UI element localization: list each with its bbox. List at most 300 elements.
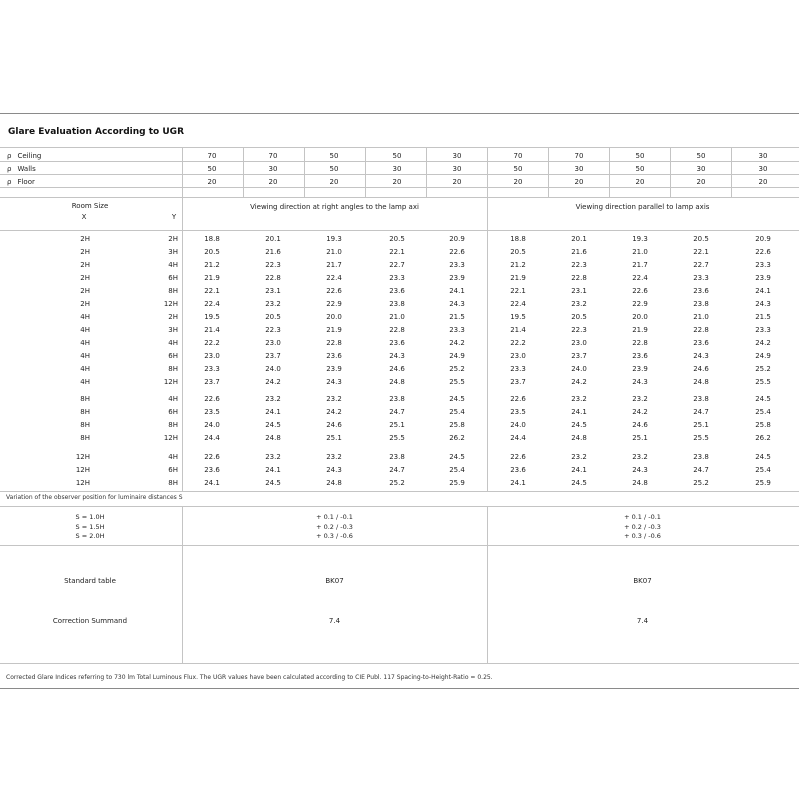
table-rule	[0, 663, 799, 664]
room-x: 4H	[80, 313, 90, 321]
ugr-value: 26.2	[449, 433, 465, 442]
reflectance-value: 50	[329, 152, 339, 160]
variation-perpendicular: + 0.1 / -0.1	[316, 513, 353, 521]
ugr-value: 20.1	[265, 235, 281, 243]
ugr-value: 21.0	[389, 313, 405, 321]
ugr-value: 24.1	[755, 286, 771, 295]
ugr-value: 23.1	[265, 286, 281, 295]
ugr-value: 25.4	[449, 465, 465, 474]
ugr-value: 22.6	[326, 286, 342, 295]
ugr-value: 24.1	[449, 286, 465, 295]
column-divider	[182, 147, 183, 491]
reflectance-name: Floor	[17, 178, 35, 186]
ugr-value: 24.3	[693, 351, 709, 360]
ugr-value: 23.0	[204, 351, 220, 360]
reflectance-value: 20	[329, 178, 339, 186]
ugr-value: 24.6	[693, 364, 709, 373]
ugr-value: 24.5	[265, 420, 281, 429]
ugr-value: 19.3	[326, 235, 342, 243]
room-x: 2H	[80, 260, 90, 269]
reflectance-value: 30	[268, 165, 278, 173]
ugr-value: 25.5	[755, 377, 771, 386]
room-x: 4H	[80, 338, 90, 347]
ugr-value: 24.8	[389, 377, 405, 386]
ugr-value: 23.7	[265, 351, 281, 360]
ugr-value: 25.4	[449, 407, 465, 416]
ugr-value: 24.5	[265, 478, 281, 487]
ugr-value: 25.5	[389, 433, 405, 442]
ugr-value: 22.4	[510, 299, 526, 308]
ugr-value: 25.1	[693, 420, 709, 429]
ugr-value: 24.0	[510, 420, 526, 429]
reflectance-value: 50	[696, 152, 706, 160]
glare-evaluation-sheet	[0, 113, 799, 689]
ugr-value: 20.9	[755, 235, 771, 243]
reflectance-label	[7, 177, 35, 187]
ugr-value: 24.1	[571, 465, 587, 474]
ugr-value: 25.9	[755, 478, 771, 487]
ugr-value: 19.5	[510, 313, 526, 321]
ugr-value: 23.3	[693, 273, 709, 282]
ugr-value: 24.8	[632, 478, 648, 487]
ugr-value: 20.5	[510, 247, 526, 256]
ugr-value: 22.7	[389, 260, 405, 269]
reflectance-value: 20	[452, 178, 462, 186]
ugr-value: 25.8	[755, 420, 771, 429]
column-divider	[365, 147, 366, 197]
ugr-value: 19.5	[204, 313, 220, 321]
ugr-value: 24.7	[389, 407, 405, 416]
ugr-value: 24.2	[326, 407, 342, 416]
room-x: 2H	[80, 286, 90, 295]
reflectance-value: 50	[207, 165, 217, 173]
ugr-value: 20.5	[265, 313, 281, 321]
variation-perpendicular: + 0.3 / -0.6	[316, 532, 353, 540]
parallel-direction-header: Viewing direction parallel to lamp axis	[575, 203, 710, 211]
ugr-value: 22.6	[204, 453, 220, 461]
ugr-value: 23.9	[755, 273, 771, 282]
table-rule	[0, 147, 799, 148]
correction-summand-perpendicular: 7.4	[328, 617, 341, 625]
reflectance-value: 70	[513, 152, 523, 160]
ugr-value: 21.0	[632, 247, 648, 256]
ugr-value: 22.9	[632, 299, 648, 308]
ugr-value: 22.9	[326, 299, 342, 308]
table-rule	[0, 545, 799, 546]
room-y: 12H	[163, 433, 178, 442]
reflectance-value: 20	[574, 178, 584, 186]
room-x: 2H	[80, 235, 90, 243]
ugr-value: 25.2	[449, 364, 465, 373]
spacing-label: S = 1.0H	[75, 513, 105, 521]
room-y: 4H	[168, 395, 178, 403]
ugr-value: 20.5	[693, 235, 709, 243]
reflectance-value: 50	[392, 152, 402, 160]
ugr-value: 21.7	[326, 260, 342, 269]
reflectance-value: 70	[207, 152, 217, 160]
ugr-value: 21.9	[326, 325, 342, 334]
room-y: 12H	[163, 377, 178, 386]
footnote: Corrected Glare Indices referring to 730 lm Total Luminous Flux. The UGR values have been calculated according to CIE Publ. 117 Spacing-to-Height-Ratio = 0.25.	[6, 674, 493, 681]
ugr-value: 25.1	[632, 433, 648, 442]
variation-caption: Variation of the observer position for luminaire distances S	[6, 494, 183, 501]
ugr-value: 22.1	[389, 247, 405, 256]
ugr-value: 24.1	[571, 407, 587, 416]
correction-summand-parallel: 7.4	[636, 617, 649, 625]
ugr-value: 23.7	[510, 377, 526, 386]
reflectance-value: 70	[574, 152, 584, 160]
room-x: 8H	[80, 407, 90, 416]
ugr-value: 24.9	[449, 351, 465, 360]
ugr-value: 20.0	[632, 313, 648, 321]
reflectance-value: 20	[758, 178, 768, 186]
room-x: 12H	[75, 465, 90, 474]
ugr-value: 25.2	[755, 364, 771, 373]
page-title: Glare Evaluation According to UGR	[8, 127, 184, 137]
ugr-value: 25.5	[693, 433, 709, 442]
ugr-value: 23.2	[571, 299, 587, 308]
ugr-value: 24.1	[510, 478, 526, 487]
ugr-value: 23.2	[571, 453, 587, 461]
ugr-value: 24.3	[632, 377, 648, 386]
ugr-value: 23.6	[389, 338, 405, 347]
ugr-value: 23.3	[449, 260, 465, 269]
reflectance-value: 70	[268, 152, 278, 160]
table-rule	[0, 187, 799, 188]
ugr-value: 26.2	[755, 433, 771, 442]
ugr-value: 25.1	[389, 420, 405, 429]
reflectance-value: 50	[635, 152, 645, 160]
room-x: 12H	[75, 478, 90, 487]
reflectance-label	[7, 151, 41, 161]
ugr-value: 23.9	[326, 364, 342, 373]
table-rule	[0, 161, 799, 162]
ugr-value: 23.6	[693, 286, 709, 295]
reflectance-value: 30	[758, 165, 768, 173]
ugr-value: 21.9	[204, 273, 220, 282]
ugr-value: 24.0	[571, 364, 587, 373]
ugr-value: 23.5	[204, 407, 220, 416]
reflectance-value: 30	[574, 165, 584, 173]
ugr-value: 23.2	[571, 395, 587, 403]
ugr-value: 24.3	[632, 465, 648, 474]
reflectance-value: 30	[758, 152, 768, 160]
ugr-value: 23.7	[571, 351, 587, 360]
room-x: 4H	[80, 364, 90, 373]
ugr-value: 23.2	[326, 453, 342, 461]
ugr-value: 23.2	[265, 453, 281, 461]
ugr-value: 23.8	[389, 453, 405, 461]
room-x: 8H	[80, 433, 90, 442]
ugr-value: 23.2	[265, 395, 281, 403]
room-x: 2H	[80, 247, 90, 256]
ugr-value: 22.1	[510, 286, 526, 295]
ugr-value: 25.2	[389, 478, 405, 487]
ugr-value: 22.2	[510, 338, 526, 347]
ugr-value: 21.6	[571, 247, 587, 256]
ugr-value: 24.2	[449, 338, 465, 347]
reflectance-value: 20	[696, 178, 706, 186]
ugr-value: 24.5	[571, 478, 587, 487]
ugr-value: 23.2	[265, 299, 281, 308]
ugr-value: 25.5	[449, 377, 465, 386]
room-size-x-label: X	[81, 213, 87, 221]
ugr-value: 24.2	[265, 377, 281, 386]
ugr-value: 24.0	[265, 364, 281, 373]
ugr-value: 24.1	[265, 465, 281, 474]
ugr-value: 23.3	[510, 364, 526, 373]
ugr-value: 24.3	[755, 299, 771, 308]
ugr-value: 23.8	[389, 299, 405, 308]
reflectance-value: 30	[452, 165, 462, 173]
ugr-value: 23.0	[510, 351, 526, 360]
room-y: 8H	[168, 478, 178, 487]
ugr-value: 24.3	[326, 465, 342, 474]
reflectance-name: Ceiling	[17, 152, 42, 160]
reflectance-value: 50	[513, 165, 523, 173]
room-y: 4H	[168, 338, 178, 347]
ugr-value: 22.3	[571, 325, 587, 334]
ugr-value: 21.6	[265, 247, 281, 256]
ugr-value: 23.0	[571, 338, 587, 347]
ugr-value: 23.8	[693, 453, 709, 461]
ugr-value: 24.5	[449, 395, 465, 403]
ugr-value: 23.2	[326, 395, 342, 403]
room-x: 12H	[75, 453, 90, 461]
ugr-value: 23.6	[389, 286, 405, 295]
ugr-value: 23.5	[510, 407, 526, 416]
ugr-value: 23.2	[632, 395, 648, 403]
ugr-value: 22.8	[389, 325, 405, 334]
ugr-value: 22.8	[632, 338, 648, 347]
ugr-value: 22.4	[326, 273, 342, 282]
reflectance-value: 30	[452, 152, 462, 160]
ugr-value: 24.8	[265, 433, 281, 442]
room-y: 6H	[168, 351, 178, 360]
rho-symbol: ρ	[7, 152, 12, 160]
variation-perpendicular: + 0.2 / -0.3	[316, 522, 353, 531]
ugr-value: 25.4	[755, 407, 771, 416]
room-y: 4H	[168, 453, 178, 461]
correction-summand-label: Correction Summand	[52, 617, 128, 625]
room-y: 6H	[168, 273, 178, 282]
room-x: 2H	[80, 273, 90, 282]
column-divider	[487, 197, 488, 491]
table-rule	[0, 230, 799, 231]
standard-table-parallel: BK07	[633, 577, 652, 585]
ugr-value: 23.6	[632, 351, 648, 360]
ugr-value: 24.2	[632, 407, 648, 416]
table-rule	[0, 197, 799, 198]
ugr-value: 23.9	[449, 273, 465, 282]
ugr-value: 21.2	[204, 260, 220, 269]
room-y: 6H	[168, 465, 178, 474]
ugr-value: 22.8	[326, 338, 342, 347]
ugr-value: 22.1	[204, 286, 220, 295]
ugr-value: 24.6	[389, 364, 405, 373]
ugr-value: 22.8	[265, 273, 281, 282]
ugr-value: 20.9	[449, 235, 465, 243]
ugr-value: 21.5	[449, 313, 465, 321]
ugr-value: 25.2	[693, 478, 709, 487]
ugr-value: 21.9	[510, 273, 526, 282]
room-y: 6H	[168, 407, 178, 416]
reflectance-value: 20	[392, 178, 402, 186]
ugr-value: 22.2	[204, 338, 220, 347]
standard-table-label: Standard table	[64, 577, 116, 585]
rho-symbol: ρ	[7, 178, 12, 186]
spacing-label: S = 2.0H	[75, 532, 105, 540]
ugr-value: 23.1	[571, 286, 587, 295]
ugr-value: 21.5	[755, 313, 771, 321]
ugr-value: 23.3	[389, 273, 405, 282]
reflectance-value: 30	[392, 165, 402, 173]
room-y: 4H	[168, 260, 178, 269]
spacing-label: S = 1.5H	[75, 522, 105, 531]
ugr-value: 23.6	[326, 351, 342, 360]
ugr-value: 24.7	[389, 465, 405, 474]
ugr-value: 24.0	[204, 420, 220, 429]
ugr-value: 21.0	[326, 247, 342, 256]
room-size-y-label: Y	[171, 213, 177, 221]
ugr-value: 23.6	[204, 465, 220, 474]
ugr-value: 22.6	[510, 453, 526, 461]
room-y: 8H	[168, 286, 178, 295]
ugr-value: 21.0	[693, 313, 709, 321]
room-y: 2H	[168, 235, 178, 243]
ugr-value: 24.6	[326, 420, 342, 429]
room-x: 2H	[80, 299, 90, 308]
table-rule	[0, 491, 799, 492]
ugr-value: 24.1	[265, 407, 281, 416]
ugr-value: 21.7	[632, 260, 648, 269]
ugr-value: 21.4	[204, 325, 220, 334]
ugr-value: 24.2	[571, 377, 587, 386]
ugr-value: 25.4	[755, 465, 771, 474]
ugr-value: 20.1	[571, 235, 587, 243]
room-y: 3H	[168, 325, 178, 334]
room-size-label: Room Size	[71, 202, 109, 210]
table-rule	[0, 174, 799, 175]
ugr-value: 24.1	[204, 478, 220, 487]
room-y: 3H	[168, 247, 178, 256]
ugr-value: 22.6	[755, 247, 771, 256]
ugr-value: 24.2	[755, 338, 771, 347]
ugr-value: 21.4	[510, 325, 526, 334]
ugr-value: 25.9	[449, 478, 465, 487]
ugr-value: 25.8	[449, 420, 465, 429]
ugr-value: 24.8	[571, 433, 587, 442]
ugr-value: 24.8	[693, 377, 709, 386]
ugr-value: 23.8	[693, 395, 709, 403]
ugr-value: 22.4	[204, 299, 220, 308]
ugr-value: 20.5	[204, 247, 220, 256]
ugr-value: 24.7	[693, 407, 709, 416]
room-y: 12H	[163, 299, 178, 308]
ugr-value: 23.6	[510, 465, 526, 474]
reflectance-value: 50	[329, 165, 339, 173]
perpendicular-direction-header: Viewing direction at right angles to the lamp axi	[250, 203, 419, 211]
ugr-value: 22.3	[265, 260, 281, 269]
variation-parallel: + 0.1 / -0.1	[624, 513, 661, 521]
ugr-value: 18.8	[204, 235, 220, 243]
ugr-value: 22.3	[571, 260, 587, 269]
reflectance-value: 20	[207, 178, 217, 186]
variation-parallel: + 0.2 / -0.3	[624, 522, 661, 531]
room-x: 4H	[80, 377, 90, 386]
room-x: 8H	[80, 420, 90, 429]
ugr-value: 24.7	[693, 465, 709, 474]
ugr-value: 23.0	[265, 338, 281, 347]
ugr-value: 20.0	[326, 313, 342, 321]
ugr-value: 24.8	[326, 478, 342, 487]
variation-parallel: + 0.3 / -0.6	[624, 532, 661, 540]
ugr-value: 24.9	[755, 351, 771, 360]
ugr-value: 20.5	[571, 313, 587, 321]
table-rule	[0, 506, 799, 507]
ugr-value: 22.6	[632, 286, 648, 295]
ugr-value: 18.8	[510, 235, 526, 243]
ugr-value: 22.8	[693, 325, 709, 334]
reflectance-value: 20	[268, 178, 278, 186]
ugr-value: 24.6	[632, 420, 648, 429]
reflectance-value: 20	[635, 178, 645, 186]
reflectance-name: Walls	[17, 165, 36, 173]
reflectance-value: 50	[635, 165, 645, 173]
ugr-value: 24.5	[571, 420, 587, 429]
ugr-value: 24.5	[755, 395, 771, 403]
ugr-value: 22.3	[265, 325, 281, 334]
ugr-value: 24.5	[755, 453, 771, 461]
room-y: 8H	[168, 420, 178, 429]
ugr-value: 22.8	[571, 273, 587, 282]
room-x: 4H	[80, 325, 90, 334]
ugr-value: 23.6	[693, 338, 709, 347]
ugr-value: 23.8	[389, 395, 405, 403]
ugr-value: 23.3	[755, 325, 771, 334]
ugr-value: 24.4	[204, 433, 220, 442]
ugr-value: 24.3	[326, 377, 342, 386]
ugr-value: 24.3	[389, 351, 405, 360]
ugr-value: 22.6	[449, 247, 465, 256]
ugr-value: 23.8	[693, 299, 709, 308]
room-x: 8H	[80, 395, 90, 403]
ugr-value: 23.2	[632, 453, 648, 461]
ugr-value: 22.6	[510, 395, 526, 403]
ugr-value: 24.3	[449, 299, 465, 308]
ugr-value: 24.5	[449, 453, 465, 461]
rho-symbol: ρ	[7, 165, 12, 173]
ugr-value: 21.9	[632, 325, 648, 334]
ugr-value: 23.3	[755, 260, 771, 269]
ugr-value: 23.3	[204, 364, 220, 373]
ugr-value: 20.5	[389, 235, 405, 243]
ugr-value: 24.4	[510, 433, 526, 442]
ugr-value: 22.4	[632, 273, 648, 282]
reflectance-value: 30	[696, 165, 706, 173]
ugr-value: 25.1	[326, 433, 342, 442]
ugr-value: 22.6	[204, 395, 220, 403]
ugr-value: 23.7	[204, 377, 220, 386]
ugr-value: 21.2	[510, 260, 526, 269]
reflectance-value: 20	[513, 178, 523, 186]
room-y: 2H	[168, 313, 178, 321]
ugr-value: 22.7	[693, 260, 709, 269]
standard-table-perpendicular: BK07	[325, 577, 344, 585]
reflectance-label	[7, 164, 36, 174]
ugr-value: 22.1	[693, 247, 709, 256]
room-x: 4H	[80, 351, 90, 360]
